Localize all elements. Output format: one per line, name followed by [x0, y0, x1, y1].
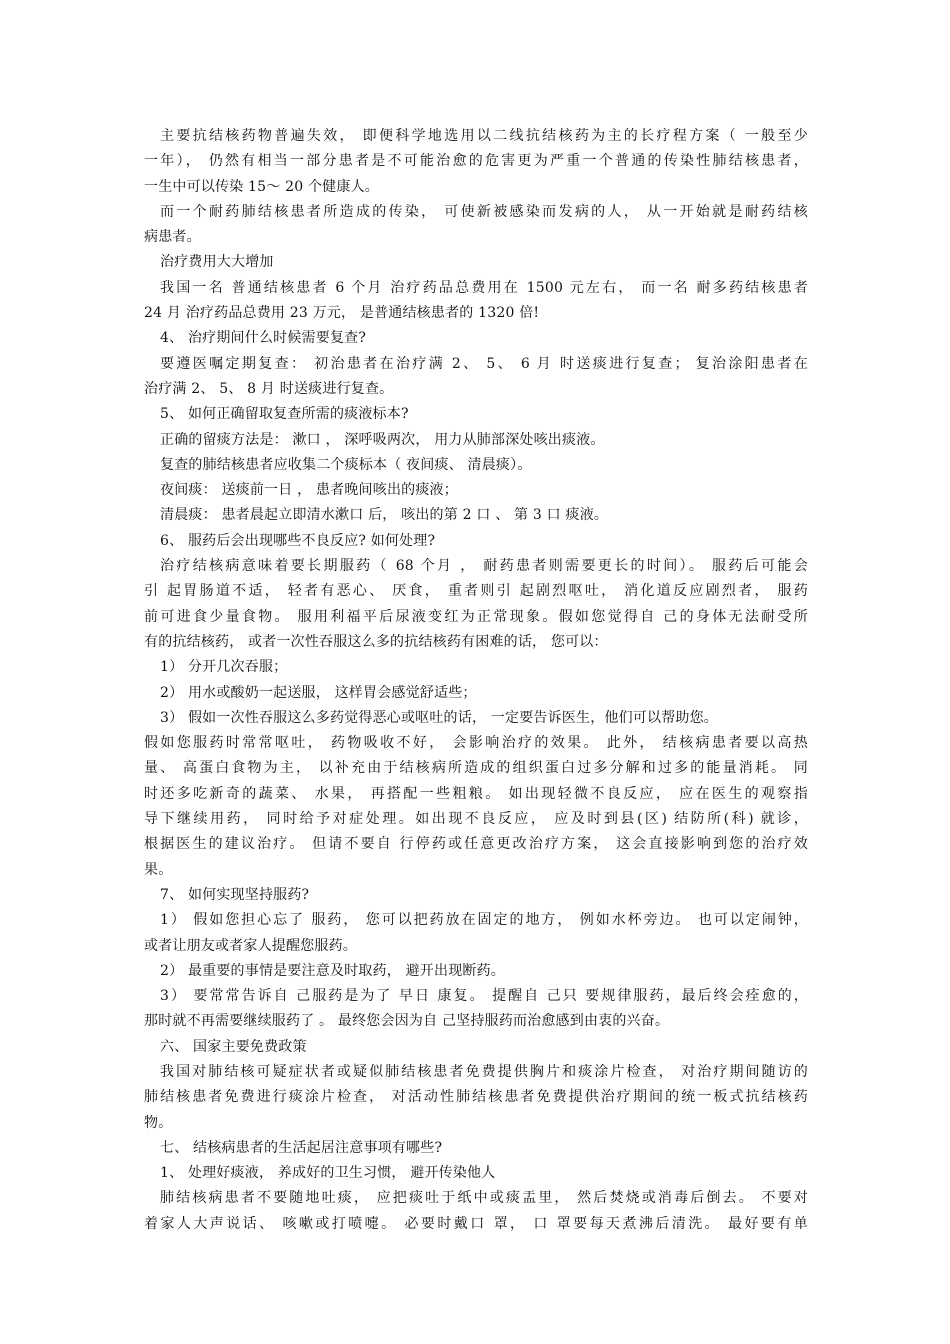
text-line: 假如您服药时常常呕吐， 药物吸收不好， 会影响治疗的效果。 此外， 结核病患者要以高热	[144, 735, 808, 752]
text-line: 1） 分开几次吞服；	[160, 659, 288, 676]
text-line: 我国对肺结核可疑症状者或疑似肺结核患者免费提供胸片和痰涂片检查， 对治疗期间随访的	[160, 1063, 808, 1080]
document-page	[144, 124, 808, 1237]
text-line: 治疗费用大大增加	[160, 254, 274, 271]
text-line: 3） 假如一次性吞服这么多药觉得恶心或呕吐的话， 一定要告诉医生，他们可以帮助您。	[160, 709, 719, 726]
text-line: 我国一名 普通结核患者 6 个月 治疗药品总费用在 1500 元左右， 而一名 耐多药结核患者	[160, 279, 808, 296]
text-line: 或者让朋友或者家人提醒您服药。	[144, 937, 357, 954]
text-line: 治疗结核病意味着要长期服药（ 68 个月 ， 耐药患者则需要更长的时间）。 服药后可能会	[160, 558, 808, 575]
text-line: 量、 高蛋白食物为主， 以补充由于结核病所造成的组织蛋白过多分解和过多的能量消耗。 同	[144, 760, 808, 777]
text-line: 2） 用水或酸奶一起送服， 这样胃会感觉舒适些；	[160, 684, 477, 701]
text-line: 七、 结核病患者的生活起居注意事项有哪些?	[160, 1139, 443, 1156]
text-line: 果。	[144, 861, 173, 878]
text-line: 要遵医嘱定期复查： 初治患者在治疗满 2、 5、 6 月 时送痰进行复查； 复治涂阳患者在	[160, 355, 808, 372]
text-line: 导下继续用药， 同时给予对症处理。如出现不良反应， 应及时到县(区) 结防所(科) 就诊，	[144, 811, 808, 828]
text-line: 肺结核患者免费进行痰涂片检查， 对活动性肺结核患者免费提供治疗期间的统一板式抗结核药	[144, 1089, 808, 1106]
text-line: 2） 最重要的事情是要注意及时取药， 避开出现断药。	[160, 962, 506, 979]
text-line: 7、 如何实现坚持服药?	[160, 886, 310, 903]
text-line: 根据医生的建议治疗。 但请不要自 行停药或任意更改治疗方案， 这会直接影响到您的治疗效	[144, 836, 808, 853]
text-line: 肺结核病患者不要随地吐痰， 应把痰吐于纸中或痰盂里， 然后焚烧或消毒后倒去。 不要对	[160, 1190, 808, 1207]
text-line: 引 起胃肠道不适， 轻者有恶心、 厌食， 重者则引 起剧烈呕吐， 消化道反应剧烈者， 服药	[144, 583, 808, 600]
text-line: 一生中可以传染 15～ 20 个健康人。	[144, 178, 379, 195]
text-line: 5、 如何正确留取复查所需的痰液标本?	[160, 406, 409, 423]
text-line: 一年）， 仍然有相当一部分患者是不可能治愈的危害更为严重一个普通的传染性肺结核患者，	[144, 153, 808, 170]
text-line: 那时就不再需要继续服药了 。 最终您会因为自 己坚持服药而治愈感到由衷的兴奋。	[144, 1013, 670, 1030]
text-line: 24 月 治疗药品总费用 23 万元， 是普通结核患者的 1320 倍!	[144, 305, 540, 322]
text-line: 病患者。	[144, 229, 201, 246]
text-line: 治疗满 2、 5、 8 月 时送痰进行复查。	[144, 380, 394, 397]
text-line: 1、 处理好痰液， 养成好的卫生习惯， 避开传染他人	[160, 1165, 496, 1182]
text-line: 1） 假如您担心忘了 服药， 您可以把药放在固定的地方， 例如水杯旁边。 也可以定闹钟，	[160, 912, 808, 929]
text-line: 物。	[144, 1114, 173, 1131]
text-line: 着家人大声说话、 咳嗽或打喷嚏。 必要时戴口 罩， 口 罩要每天煮沸后清洗。 最好要有单	[144, 1215, 808, 1232]
text-line: 4、 治疗期间什么时候需要复查?	[160, 330, 367, 347]
text-line: 清晨痰： 患者晨起立即清水漱口 后， 咳出的第 2 口 、 第 3 口 痰液。	[160, 507, 609, 524]
text-line: 主要抗结核药物普遍失效， 即便科学地选用以二线抗结核药为主的长疗程方案（ 一般至少	[160, 128, 808, 144]
text-line: 有的抗结核药， 或者一次性吞服这么多的抗结核药有困难的话， 您可以：	[144, 633, 608, 650]
text-line: 复查的肺结核患者应收集二个痰标本（ 夜间痰、 清晨痰）。	[160, 456, 532, 473]
text-line: 正确的留痰方法是： 漱口 ， 深呼吸两次， 用力从肺部深处咳出痰液。	[160, 431, 605, 448]
text-line: 时还多吃新奇的蔬菜、 水果， 再搭配一些粗粮。 如出现轻微不良反应， 应在医生的观察指	[144, 785, 808, 802]
text-line: 而一个耐药肺结核患者所造成的传染， 可使新被感染而发病的人， 从一开始就是耐药结核	[160, 203, 808, 220]
text-line: 前可进食少量食物。 服用利福平后尿液变红为正常现象。假如您觉得自 己的身体无法耐受所	[144, 608, 808, 625]
text-line: 夜间痰： 送痰前一日 ， 患者晚间咳出的痰液；	[160, 482, 458, 499]
text-line: 3） 要常常告诉自 己服药是为了 早日 康复。 提醒自 己只 要规律服药，最后终会痊愈的，	[160, 988, 808, 1005]
text-line: 6、 服药后会出现哪些不良反应? 如何处理?	[160, 532, 436, 549]
text-line: 六、 国家主要免费政策	[160, 1038, 307, 1055]
